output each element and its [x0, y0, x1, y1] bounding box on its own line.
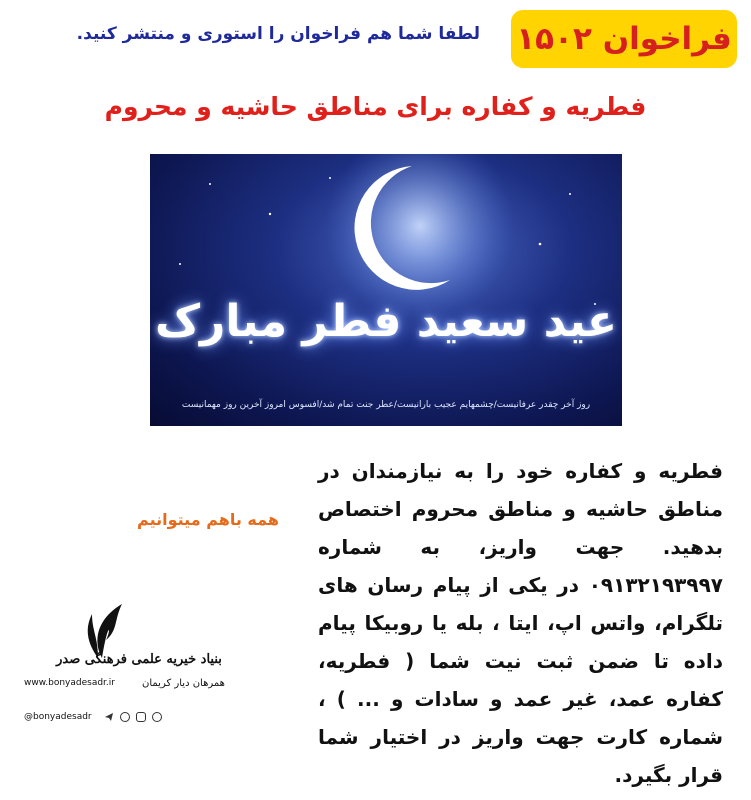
social-handle[interactable]: @bonyadesadr [24, 712, 92, 722]
call-number-badge [511, 10, 737, 68]
telegram-icon[interactable] [104, 712, 114, 722]
banner-caption: روز آخر چقدر عرفانیست/چشمهایم عجیب بارانیست/عطر جنت تمام شد/افسوس امروز آخرین روز مهمانیست [181, 400, 591, 410]
foundation-name: بنیاد خیریه علمی فرهنگی صدر [56, 652, 222, 667]
page-title: فطریه و کفاره برای مناطق حاشیه و محروم [104, 92, 647, 121]
whatsapp-icon[interactable] [120, 712, 130, 722]
eitaa-icon[interactable] [152, 712, 162, 722]
instagram-icon[interactable] [136, 712, 146, 722]
feather-icon [62, 600, 142, 660]
eid-greeting: عید سعید فطر مبارک [154, 296, 618, 347]
sadr-foundation-logo [24, 600, 254, 740]
foundation-slogan: همرهان دیار کریمان [142, 678, 225, 689]
foundation-website-link[interactable]: www.bonyadesadr.ir [24, 678, 115, 688]
share-request-note: لطفا شما هم فراخوان را استوری و منتشر کنید. [76, 24, 480, 44]
call-number-text: فراخوان ۱۵۰۲ [516, 21, 732, 57]
donation-instructions: فطریه و کفاره خود را به نیازمندان در مناطق حاشیه و مناطق محروم اختصاص بدهید. جهت واریز، به شماره ۰۹۱۳۲۱۹۳۹۹۷ در یکی از پیام رسان های تلگرام، واتس اپ، ایتا ، بله یا روبیکا پیام داده تا ضمن ثبت نیت شما ( فطریه، کفاره عمد، غیر عمد و سادات و ... ) ، شماره کارت جهت واریز در اختیار شما قرار بگیرد. [318, 459, 723, 787]
eid-banner-image [150, 154, 622, 426]
slogan: همه باهم میتوانیم [137, 510, 279, 529]
social-links [24, 712, 254, 722]
crescent-moon-icon [150, 154, 622, 426]
